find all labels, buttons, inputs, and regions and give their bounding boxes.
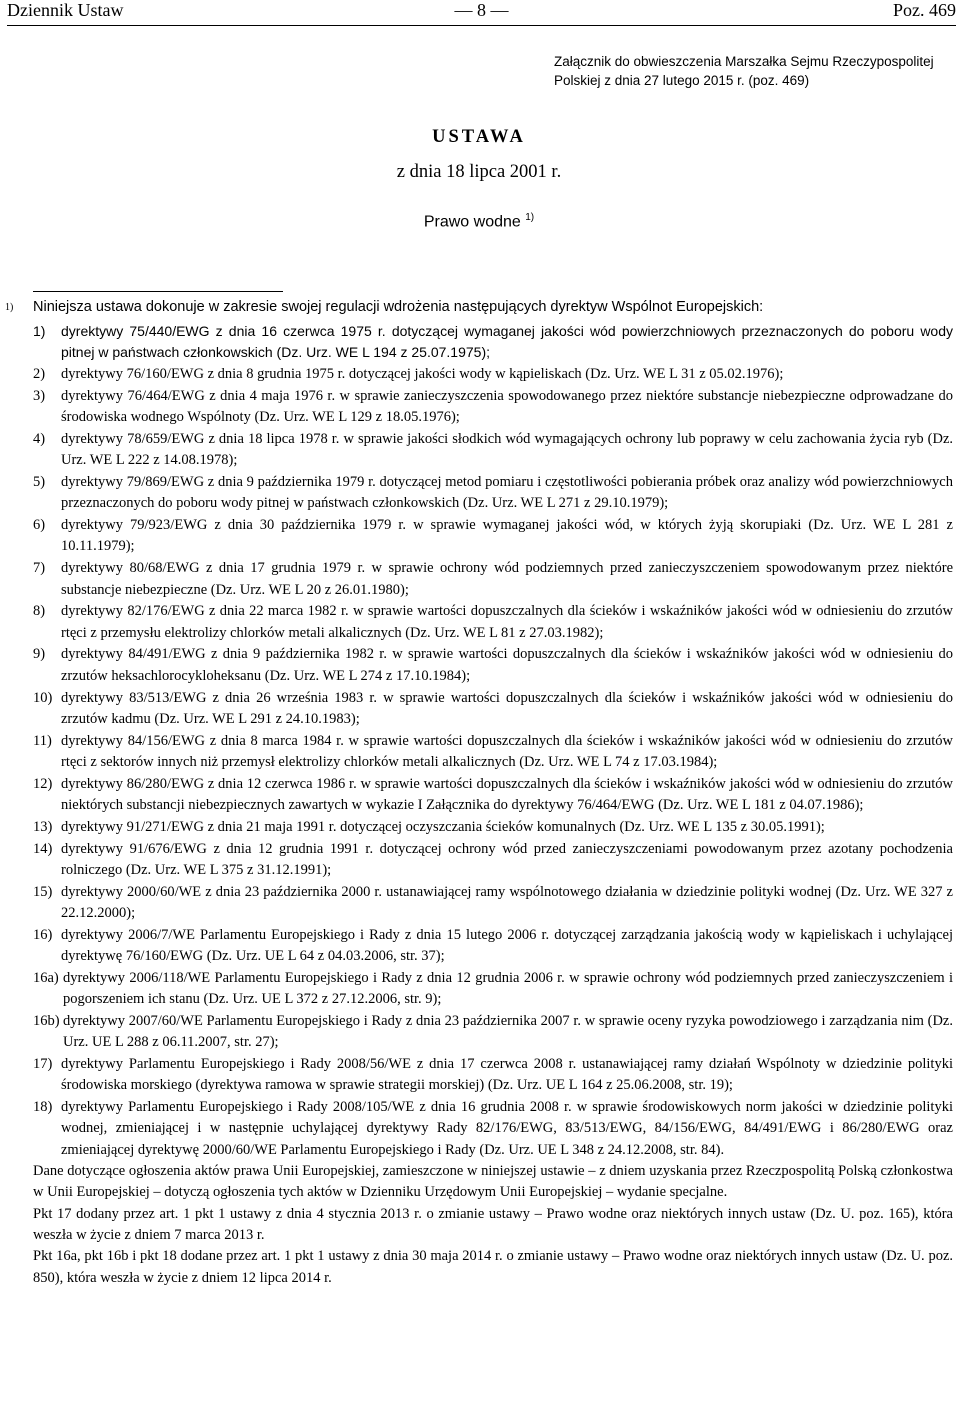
list-item-number: 10) — [33, 689, 53, 706]
list-item — [33, 968, 953, 1011]
list-item-text: dyrektywy 2006/118/WE Parlamentu Europejskiego i Rady z dnia 12 grudnia 2006 r. w sprawie ochrony wód podziemnych przed zanieczyszczeniem i pogorszeniem ich stanu (Dz. Urz. UE L 372 z 27.12.2006, str. 9); — [63, 969, 953, 1008]
list-item — [33, 882, 953, 925]
list-item — [33, 1054, 953, 1097]
list-item-text: dyrektywy 78/659/EWG z dnia 18 lipca 1978 r. w sprawie jakości słodkich wód wymagających ochrony lub poprawy w celu zachowania życia ryb (Dz. Urz. WE L 222 z 14.08.1978); — [61, 430, 953, 469]
list-item-text: dyrektywy 86/280/EWG z dnia 12 czerwca 1986 r. w sprawie wartości dopuszczalnych dla ścieków i wskaźników jakości wód w odniesieniu do zrzutów niektórych substancji niebezpiecznych zawartych w wykazie I Załącznika do dyrektywy 76/464/EWG (Dz. Urz. WE L 181 z 04.07.1986); — [61, 775, 953, 814]
page-header — [7, 0, 956, 26]
directive-list — [33, 321, 953, 1289]
list-item-text: dyrektywy 75/440/EWG z dnia 16 czerwca 1975 r. dotyczącej wymaganej jakości wód powierzchniowych przeznaczonych do poboru wody pitnej w państwach członkowskich (Dz. Urz. WE L 194 z 25.07.1975); — [61, 323, 953, 361]
list-item — [33, 429, 953, 472]
position-number: Poz. 469 — [893, 0, 956, 20]
list-item-text: dyrektywy 76/160/EWG z dnia 8 grudnia 1975 r. dotyczącej jakości wody w kąpieliskach (Dz. Urz. WE L 31 z 05.02.1976); — [61, 366, 784, 383]
list-item — [33, 386, 953, 429]
list-item-text: dyrektywy 91/676/EWG z dnia 12 grudnia 1991 r. dotyczącej ochrony wód przed zanieczyszczeniami powodowanym przez azotany pochodzenia rolniczego (Dz. Urz. WE L 375 z 31.12.1991); — [61, 840, 953, 878]
list-item — [33, 601, 953, 644]
list-item — [33, 1097, 953, 1161]
list-item-number: 9) — [33, 646, 46, 663]
list-item-text: dyrektywy 2000/60/WE z dnia 23 października 2000 r. ustanawiającej ramy wspólnotowego działania w dziedzinie polityki wodnej (Dz. Urz. WE 327 z 22.12.2000); — [61, 883, 953, 922]
page-number: — 8 — — [454, 0, 509, 20]
list-item-text: dyrektywy Parlamentu Europejskiego i Rady 2008/56/WE z dnia 17 czerwca 2008 r. ustanawiającej ramy działań Wspólnoty w dziedzinie polityki środowiska morskiego (dyrektywa ramowa w sprawie strategii morskiej) (Dz. Urz. UE L 164 z 25.06.2008, str. 19); — [61, 1056, 953, 1094]
journal-name: Dziennik Ustaw — [7, 0, 124, 20]
list-item — [33, 925, 953, 968]
annex-line-2: Polskiej z dnia 27 lutego 2015 r. (poz. 469) — [554, 73, 810, 88]
list-item-number: 16) — [33, 926, 53, 943]
list-item-number: 3) — [33, 387, 46, 404]
list-item-number: 13) — [33, 818, 53, 835]
list-item — [33, 472, 953, 515]
list-item-number: 16b) — [33, 1013, 60, 1029]
list-item-number: 5) — [33, 474, 46, 491]
annex-note — [554, 52, 954, 90]
list-item-number: 17) — [33, 1056, 53, 1073]
list-item-text: dyrektywy Parlamentu Europejskiego i Rady 2008/105/WE z dnia 16 grudnia 2008 r. w sprawie środowiskowych norm jakości w dziedzinie polityki wodnej, zmieniającej i w następnie uchylającej dyrektywy Rady 82/176/EWG, 83/513/EWG, 84/156/EWG, 84/491/EWG i 86/280/EWG oraz zmieniającej dyrektywę 2000/60/WE Parlamentu Europejskiego i Rady (Dz. Urz. UE L 348 z 24.12.2008, str. 84). — [61, 1099, 953, 1158]
list-item-number: 11) — [33, 732, 52, 749]
act-title-block — [338, 120, 620, 239]
list-item — [33, 688, 953, 731]
list-item-text: dyrektywy 76/464/EWG z dnia 4 maja 1976 r. w sprawie zanieczyszczenia spowodowanego przez niektóre substancje niebezpieczne odprowadzane do środowiska wodnego Wspólnoty (Dz. Urz. WE L 129 z 18.05.1976); — [61, 387, 953, 426]
list-item-text: dyrektywy 83/513/EWG z dnia 26 września 1983 r. w sprawie wartości dopuszczalnych dla ścieków i wskaźników jakości wód w odniesieniu do zrzutów kadmu (Dz. Urz. WE L 291 z 24.10.1983); — [61, 689, 953, 727]
list-item — [33, 817, 953, 838]
list-item — [33, 515, 953, 558]
list-item-number: 6) — [33, 517, 46, 534]
footnote-note: Pkt 17 dodany przez art. 1 pkt 1 ustawy z dnia 4 stycznia 2013 r. o zmianie ustawy – Prawo wodne oraz niektórych innych ustaw (Dz. U. poz. 165), która weszła w życie z dniem 7 marca 2013 r. — [33, 1205, 953, 1243]
act-type: USTAWA — [432, 127, 526, 147]
list-item-text: dyrektywy 80/68/EWG z dnia 17 grudnia 1979 r. w sprawie ochrony wód podziemnych przed zanieczyszczeniem spowodowanym przez niektóre substancje niebezpieczne (Dz. Urz. WE L 20 z 26.01.1980); — [61, 560, 953, 598]
list-item-number: 15) — [33, 883, 53, 900]
act-date: z dnia 18 lipca 2001 r. — [396, 162, 562, 182]
footnote-marker: 1) — [5, 302, 14, 313]
annex-line-1: Załącznik do obwieszczenia Marszałka Sejmu Rzeczypospolitej — [554, 54, 934, 69]
list-item — [33, 839, 953, 882]
list-item-number: 18) — [33, 1099, 53, 1116]
list-item-number: 1) — [33, 323, 46, 339]
list-item — [33, 774, 953, 817]
footnote-intro: Niniejsza ustawa dokonuje w zakresie swojej regulacji wdrożenia następujących dyrektyw Wspólnot Europejskich: — [33, 299, 764, 315]
footnote-note: Dane dotyczące ogłoszenia aktów prawa Unii Europejskiej, zamieszczone w niniejszej ustawie – z dniem uzyskania przez Rzeczpospolitą Polską członkostwa w Unii Europejskiej – dotyczą ogłoszenia tych aktów w Dzienniku Urzędowym Unii Europejskiej – wydanie specjalne. — [33, 1163, 953, 1201]
list-item — [33, 558, 953, 601]
act-name-text: Prawo wodne — [423, 213, 521, 231]
footnote-note: Pkt 16a, pkt 16b i pkt 18 dodane przez art. 1 pkt 1 ustawy z dnia 30 maja 2014 r. o zmianie ustawy – Prawo wodne oraz niektórych innych ustaw (Dz. U. poz. 850), która weszła w życie z dniem 12 lipca 2014 r. — [33, 1248, 953, 1286]
footnote-reference[interactable]: 1) — [525, 212, 535, 223]
list-item-number: 7) — [33, 560, 46, 577]
footnote-separator — [33, 291, 283, 292]
list-item-number: 14) — [33, 840, 53, 857]
list-item-text: dyrektywy 2006/7/WE Parlamentu Europejskiego i Rady z dnia 15 lutego 2006 r. dotyczącej zarządzania jakością wody w kąpieliskach i uchylającej dyrektywę 76/160/EWG (Dz. Urz. UE L 64 z 04.03.2006, str. 37); — [61, 926, 953, 965]
list-item — [33, 1011, 953, 1054]
list-item-text: dyrektywy 79/869/EWG z dnia 9 października 1979 r. dotyczącej metod pomiaru i częstotliwości pobierania próbek oraz analizy wód powierzchniowych przeznaczonych do poboru wody pitnej w państwach członkowskich (Dz. Urz. WE L 271 z 29.10.1979); — [61, 474, 953, 512]
list-item-text: dyrektywy 84/156/EWG z dnia 8 marca 1984 r. w sprawie wartości dopuszczalnych dla ścieków i wskaźników jakości wód w odniesieniu do zrzutów rtęci z sektorów innych niż przemysł elektrolizy chlorków metali alkalicznych (Dz. Urz. WE L 74 z 17.03.1984); — [61, 732, 953, 770]
list-item-text: dyrektywy 79/923/EWG z dnia 30 października 1979 r. w sprawie wymaganej jakości wód, w których żyją skorupiaki (Dz. Urz. WE L 281 z 10.11.1979); — [61, 517, 953, 555]
list-item-text: dyrektywy 82/176/EWG z dnia 22 marca 1982 r. w sprawie wartości dopuszczalnych dla ścieków i wskaźników jakości wód w odniesieniu do zrzutów rtęci z przemysłu elektrolizy chlorków metali alkalicznych (Dz. Urz. WE L 81 z 27.03.1982); — [61, 603, 953, 641]
list-item-text: dyrektywy 2007/60/WE Parlamentu Europejskiego i Rady z dnia 23 października 2007 r. w sprawie oceny ryzyka powodziowego i zarządzania nim (Dz. Urz. UE L 288 z 06.11.2007, str. 27); — [63, 1013, 953, 1051]
list-item — [33, 731, 953, 774]
list-item-number: 2) — [33, 366, 46, 383]
list-item-text: dyrektywy 91/271/EWG z dnia 21 maja 1991 r. dotyczącej oczyszczania ścieków komunalnych (Dz. Urz. WE L 135 z 30.05.1991); — [61, 818, 825, 835]
list-item-text: dyrektywy 84/491/EWG z dnia 9 października 1982 r. w sprawie wartości dopuszczalnych dla ścieków i wskaźników jakości wód w odniesieniu do zrzutów heksachlorocykloheksanu (Dz. Urz. WE L 274 z 17.10.1984); — [61, 646, 953, 684]
list-item-number: 8) — [33, 603, 46, 620]
list-item-number: 16a) — [33, 969, 59, 986]
list-item-number: 12) — [33, 775, 53, 792]
list-item — [33, 364, 953, 385]
act-name — [338, 200, 620, 239]
list-item — [33, 321, 953, 364]
list-item — [33, 644, 953, 687]
list-item-number: 4) — [33, 430, 46, 447]
